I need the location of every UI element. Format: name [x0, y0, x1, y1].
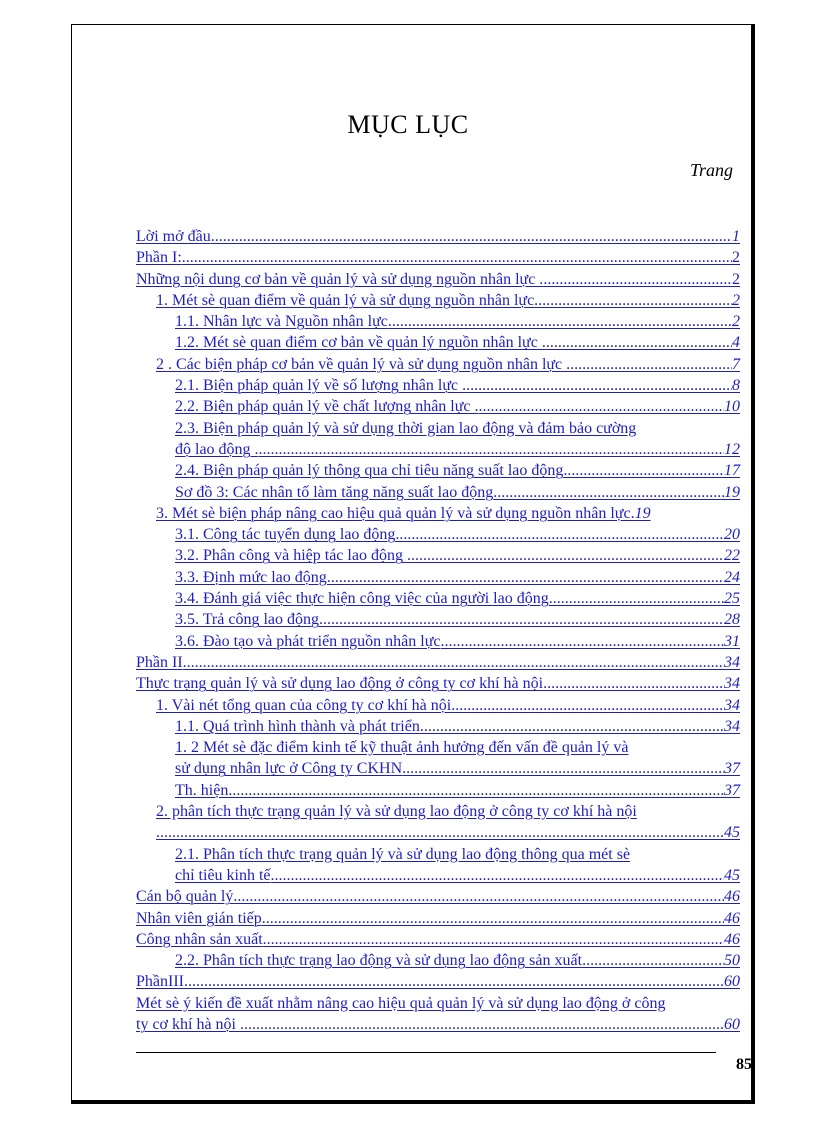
toc-entry[interactable]: ty cơ khí hà nội . ..... 60 — [136, 1014, 740, 1035]
toc-entry-line1[interactable]: 2.1. Phân tích thực trạng quản lý và sử dụng lao động thông qua mét sè — [175, 845, 631, 863]
toc-entry[interactable]: Thực trạng quản lý và sử dụng lao động ở công ty cơ khí hà nội ..... 34 — [136, 673, 740, 694]
toc-entry-line1[interactable]: 2. phân tích thực trạng quản lý và sử dụng lao động ở công ty cơ khí hà nội — [156, 803, 637, 821]
toc-entry[interactable]: sử dụng nhân lực ở Công ty CKHN ..... 37 — [136, 758, 740, 779]
table-of-contents — [136, 226, 740, 1035]
page-number: 85 — [736, 1056, 752, 1073]
footer-rule — [136, 1052, 716, 1053]
toc-entry[interactable]: Sơ đồ 3: Các nhân tố làm tăng năng suất lao động ..... 19 — [136, 482, 740, 503]
toc-entry-line1[interactable]: 1. 2 Mét sè đặc điểm kinh tế kỹ thuật ảnh hưởng đến vấn đề quản lý và — [175, 739, 629, 757]
toc-entry[interactable]: ..... 45 — [136, 822, 740, 843]
toc-entry[interactable]: 2 . Các biện pháp cơ bản về quản lý và sử dụng nguồn nhân lực . ..... 7 — [136, 354, 740, 375]
toc-entry[interactable]: PhầnIII ..... 60 — [136, 971, 740, 992]
page-column-label: Trang — [690, 160, 734, 180]
toc-entry[interactable]: chỉ tiêu kinh tế ..... 45 — [136, 865, 740, 886]
toc-entry-line1[interactable]: 2.3. Biện pháp quản lý và sử dụng thời gian lao động và đảm bảo cường — [175, 419, 637, 437]
toc-entry[interactable]: 3.6. Đào tạo và phát triển nguồn nhân lực ..... 31 — [136, 631, 740, 652]
toc-entry[interactable]: Công nhân sản xuất ..... 46 — [136, 929, 740, 950]
toc-entry[interactable]: 3.5. Trả công lao động ..... 28 — [136, 609, 740, 630]
toc-entry[interactable]: Nhân viên gián tiếp ..... 46 — [136, 908, 740, 929]
toc-entry[interactable]: 1.1. Quá trình hình thành và phát triển ..... 34 — [136, 716, 740, 737]
toc-entry[interactable]: Những nội dung cơ bản về quản lý và sử dụng nguồn nhân lực . ..... 2 — [136, 269, 740, 290]
toc-entry-line1[interactable]: Mét sè ý kiến đề xuất nhằm nâng cao hiệu quả quản lý và sử dụng lao động ở công — [136, 994, 666, 1012]
toc-entry[interactable]: độ lao động . ..... 12 — [136, 439, 740, 460]
toc-entry[interactable]: Cán bộ quản lý ..... 46 — [136, 886, 740, 907]
toc-entry[interactable]: Phần II ..... 34 — [136, 652, 740, 673]
toc-entry[interactable]: 3.4. Đánh giá việc thực hiện công việc của người lao động ..... 25 — [136, 588, 740, 609]
toc-entry[interactable]: 3.2. Phân công và hiệp tác lao động . ..... 22 — [136, 545, 740, 566]
toc-entry[interactable]: Lời mở đầu ..... 1 — [136, 226, 740, 247]
toc-entry[interactable]: 3.3. Định mức lao động ..... 24 — [136, 567, 740, 588]
toc-entry[interactable]: 3.1. Công tác tuyển dụng lao động ..... 20 — [136, 524, 740, 545]
toc-entry[interactable]: 1. Vài nét tổng quan của công ty cơ khí hà nội ..... 34 — [136, 695, 740, 716]
toc-entry[interactable]: Phần I: ..... 2 — [136, 247, 740, 268]
toc-entry[interactable]: 1.1. Nhân lực và Nguồn nhân lực ..... 2 — [136, 311, 740, 332]
toc-entry[interactable]: 2.2. Phân tích thực trạng lao động và sử dụng lao động sản xuất ..... 50 — [136, 950, 740, 971]
toc-entry[interactable]: 1.2. Mét sè quan điểm cơ bản về quản lý nguồn nhân lực . ..... 4 — [136, 332, 740, 353]
toc-entry[interactable]: 2.2. Biện pháp quản lý về chất lượng nhân lực . ..... 10 — [136, 396, 740, 417]
page-title: MỤC LỤC — [347, 110, 469, 139]
toc-entry[interactable]: 3. Mét sè biện pháp nâng cao hiệu quả quản lý và sử dụng nguồn nhân lực. 19 — [156, 504, 651, 522]
toc-entry[interactable]: 2.1. Biện pháp quản lý về số lượng nhân lực . ..... 8 — [136, 375, 740, 396]
toc-entry[interactable]: Th. hiện ..... 37 — [136, 780, 740, 801]
toc-entry[interactable]: 2.4. Biện pháp quản lý thông qua chỉ tiêu năng suất lao động ..... 17 — [136, 460, 740, 481]
toc-entry[interactable]: 1. Mét sè quan điểm về quản lý và sử dụng nguồn nhân lực ..... 2 — [136, 290, 740, 311]
